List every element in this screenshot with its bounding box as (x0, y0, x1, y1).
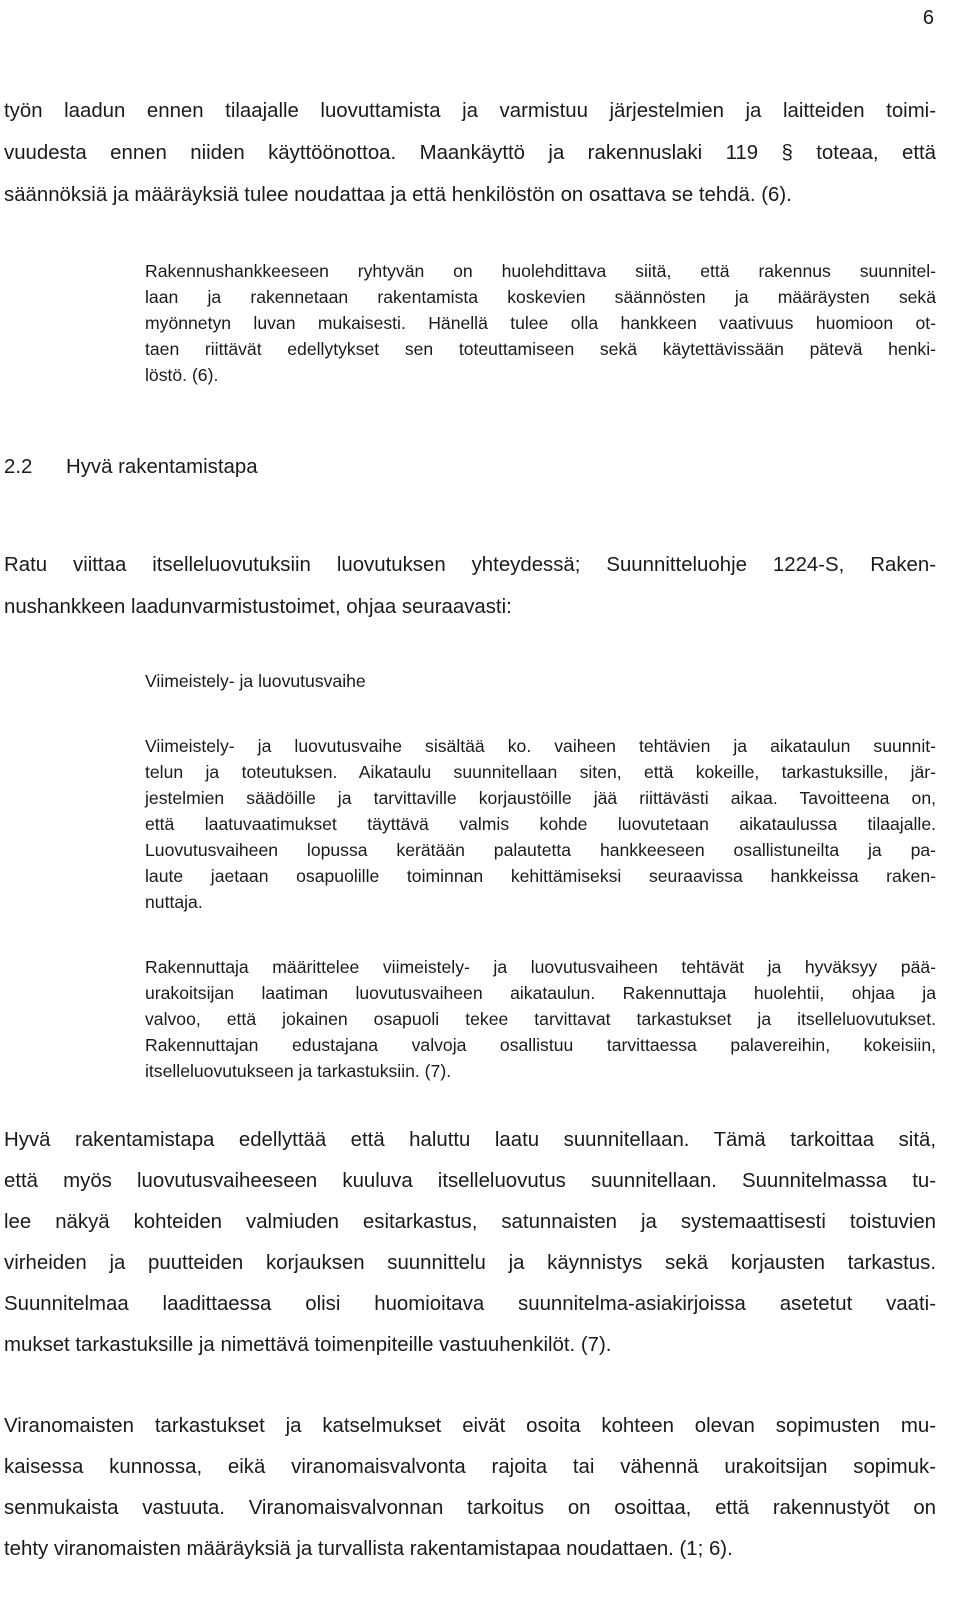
text-line: että myös luovutusvaiheeseen kuuluva itselleluovutus suunnitellaan. Suunnitelmassa tu- (4, 1170, 936, 1192)
text-line: Viranomaisten tarkastukset ja katselmukset eivät osoita kohteen olevan sopimusten mu- (4, 1415, 936, 1437)
text-line: itselleluovutukseen ja tarkastuksiin. (7). (145, 1061, 452, 1081)
paragraph-1 (4, 90, 936, 216)
section-number: 2.2 (4, 456, 33, 478)
text-line: taen riittävät edellytykset sen toteuttamiseen sekä käytettävissään pätevä henki- (145, 339, 936, 359)
text-line: laan ja rakennetaan rakentamista koskevien säännösten ja määräysten sekä (145, 287, 936, 307)
text-line: Rakennuttajan edustajana valvoja osallistuu tarvittaessa palavereihin, kokeisiin, (145, 1035, 936, 1055)
text-line: vuudesta ennen niiden käyttöönottoa. Maankäyttö ja rakennuslaki 119 § toteaa, että (4, 142, 936, 164)
text-line: Ratu viittaa itselleluovutuksiin luovutuksen yhteydessä; Suunnitteluohje 1224-S, Raken- (4, 554, 936, 576)
paragraph-3 (4, 1120, 936, 1366)
text-line: telun ja toteutuksen. Aikataulu suunnitellaan siten, että kokeille, tarkastuksille, jär- (145, 762, 936, 782)
text-line: Rakennushankkeeseen ryhtyvän on huolehdittava siitä, että rakennus suunnitel- (145, 261, 936, 281)
text-line: valvoo, että jokainen osapuoli tekee tarvittavat tarkastukset ja itselleluovutukset. (145, 1009, 936, 1029)
text-line: löstö. (6). (145, 365, 219, 385)
quote-block-1 (145, 258, 936, 388)
text-line: Rakennuttaja määrittelee viimeistely- ja luovutusvaiheen tehtävät ja hyväksyy pää- (145, 957, 936, 977)
text-line: Viimeistely- ja luovutusvaihe sisältää ko. vaiheen tehtävien ja aikataulun suunnit- (145, 736, 936, 756)
paragraph-2 (4, 544, 936, 628)
text-line: että laatuvaatimukset täyttävä valmis kohde luovutetaan aikataulussa tilaajalle. (145, 814, 936, 834)
paragraph-4 (4, 1406, 936, 1570)
text-line: mukset tarkastuksille ja nimettävä toimenpiteille vastuuhenkilöt. (7). (4, 1334, 612, 1356)
text-line: säännöksiä ja määräyksiä tulee noudattaa ja että henkilöstön on osattava se tehdä. (6). (4, 184, 792, 206)
text-line: myönnetyn luvan mukaisesti. Hänellä tulee olla hankkeen vaativuus huomioon ot- (145, 313, 936, 333)
text-line: urakoitsijan laatiman luovutusvaiheen aikataulun. Rakennuttaja huolehtii, ohjaa ja (145, 983, 936, 1003)
text-line: Luovutusvaiheen lopussa kerätään palautetta hankkeeseen osallistuneilta ja pa- (145, 840, 936, 860)
text-line: lee näkyä kohteiden valmiuden esitarkastus, satunnaisten ja systemaattisesti toistuvien (4, 1211, 936, 1233)
text-line: Hyvä rakentamistapa edellyttää että haluttu laatu suunnitellaan. Tämä tarkoittaa sitä, (4, 1129, 936, 1151)
text-line: nuttaja. (145, 892, 203, 912)
quote-block-2 (145, 733, 936, 915)
text-line: Suunnitelmaa laadittaessa olisi huomioitava suunnitelma-asiakirjoissa asetetut vaati- (4, 1293, 936, 1315)
text-line: työn laadun ennen tilaajalle luovuttamista ja varmistuu järjestelmien ja laitteiden toimi- (4, 100, 936, 122)
text-line: kaisessa kunnossa, eikä viranomaisvalvonta rajoita tai vähennä urakoitsijan sopimuk- (4, 1456, 936, 1478)
text-line: senmukaista vastuuta. Viranomaisvalvonnan tarkoitus on osoittaa, että rakennustyöt on (4, 1497, 936, 1519)
quote-block-3 (145, 954, 936, 1084)
section-title: Hyvä rakentamistapa (66, 456, 258, 478)
text-line: virheiden ja puutteiden korjauksen suunnittelu ja käynnistys sekä korjausten tarkastus. (4, 1252, 936, 1274)
text-line: jestelmien säädöille ja tarvittaville korjaustöille jää riittävästi aikaa. Tavoitteena on, (145, 788, 936, 808)
page-number: 6 (922, 7, 934, 29)
text-line: tehty viranomaisten määräyksiä ja turvallista rakentamistapaa noudattaen. (1; 6). (4, 1538, 733, 1560)
text-line: nushankkeen laadunvarmistustoimet, ohjaa seuraavasti: (4, 596, 512, 618)
section-heading (4, 452, 258, 482)
text-line: laute jaetaan osapuolille toiminnan kehittämiseksi seuraavissa hankkeissa raken- (145, 866, 936, 886)
subheading: Viimeistely- ja luovutusvaihe (145, 671, 366, 691)
